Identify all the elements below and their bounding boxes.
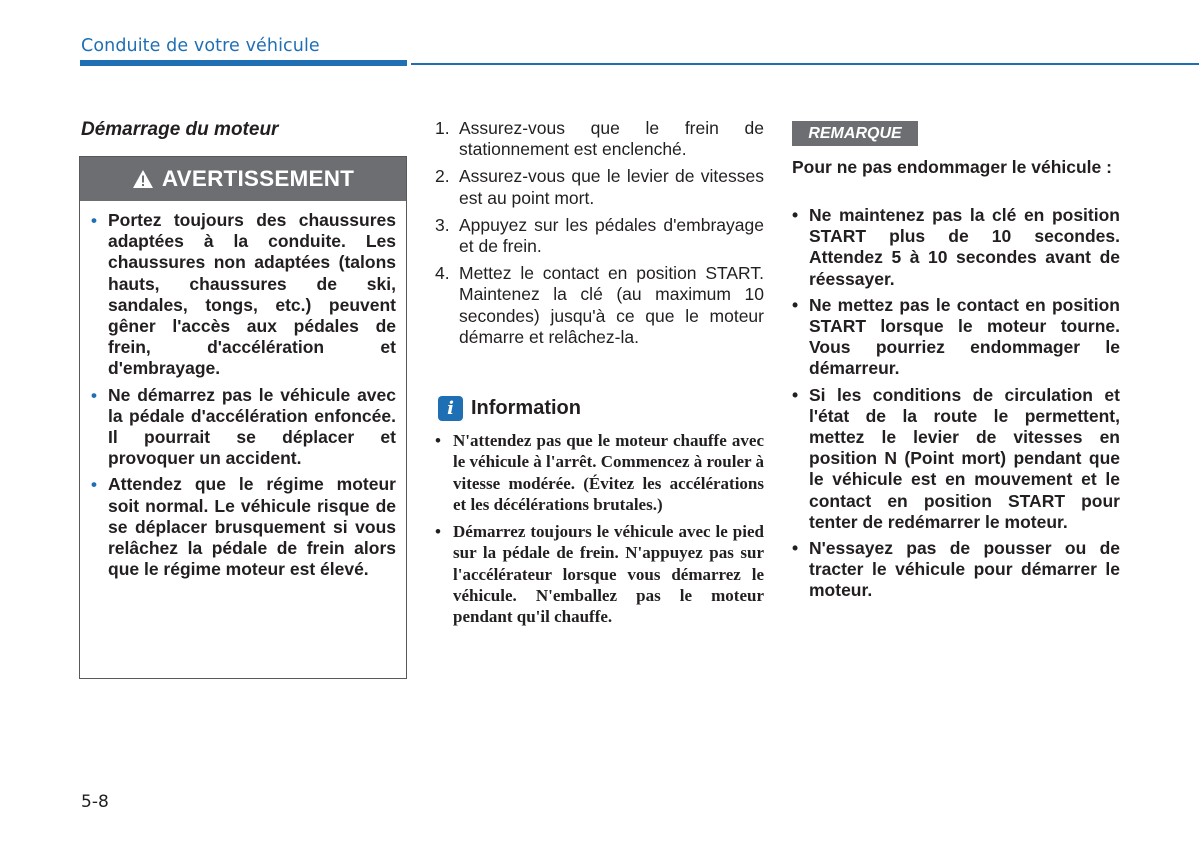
information-item-text: Démarrez toujours le véhicule avec le pied sur la pédale de frein. N'appuyez pas sur l'accélérateur lorsque vous démarrez le véhicule. N'emballez pas le moteur pendant qu'il chauffe. <box>453 522 764 627</box>
step-text: Appuyez sur les pédales d'embrayage et de frein. <box>459 214 764 257</box>
warning-header <box>80 157 406 201</box>
warning-item-text: Attendez que le régime moteur soit normal. Le véhicule risque de se déplacer brusquement si vous relâchez la pédale de frein alors que le régime moteur est élevé. <box>108 474 396 580</box>
list-item <box>435 521 764 627</box>
bullet: • <box>792 294 799 315</box>
step-text: Mettez le contact en position START. Maintenez la clé (au maximum 10 secondes) jusqu'à ce que le moteur démarre et relâchez-la. <box>459 263 764 347</box>
bullet: • <box>435 522 441 542</box>
info-icon: i <box>438 396 463 421</box>
information-list <box>435 430 764 634</box>
step-item <box>435 118 764 160</box>
running-title: Conduite de votre véhicule <box>81 36 320 56</box>
warning-item-text: Portez toujours des chaussures adaptées à la conduite. Les chaussures non adaptées (talons hauts, chaussures de ski, sandales, tongs, etc.) peuvent gêner l'accès aux pédales de frein, d'accélération et d'embrayage. <box>108 210 396 379</box>
bullet: • <box>435 431 441 450</box>
list-item <box>91 385 396 470</box>
header-rule-thick <box>80 60 407 66</box>
remarque-intro: Pour ne pas endommager le véhicule : <box>792 157 1112 177</box>
list-item <box>792 385 1120 533</box>
remarque-item-text: Si les conditions de circulation et l'état de la route le permettent, mettez le levier de vitesses en position N (Point mort) pendant que le véhicule est en mouvement et le contact en position START pour tenter de redémarrer le moteur. <box>809 384 1120 532</box>
list-item <box>91 474 396 580</box>
list-item <box>792 295 1120 380</box>
bullet: • <box>792 538 799 559</box>
step-item <box>435 263 764 348</box>
step-number: 1. <box>435 118 450 138</box>
bullet: • <box>91 475 97 495</box>
step-number: 3. <box>435 214 450 235</box>
step-number: 2. <box>435 166 450 187</box>
list-item <box>792 538 1120 602</box>
page-number: 5-8 <box>81 792 109 812</box>
remarque-item-text: Ne maintenez pas la clé en position START plus de 10 secondes. Attendez 5 à 10 secondes avant de réessayer. <box>809 205 1120 289</box>
warning-list <box>80 201 406 580</box>
bullet: • <box>91 385 97 405</box>
warning-triangle-icon <box>132 169 154 189</box>
step-number: 4. <box>435 263 450 284</box>
step-text: Assurez-vous que le levier de vitesses est au point mort. <box>459 166 764 208</box>
list-item <box>91 210 396 380</box>
warning-box <box>79 156 407 679</box>
information-header <box>438 396 581 421</box>
step-item <box>435 166 764 208</box>
remarque-list <box>792 205 1120 607</box>
bullet: • <box>792 384 799 405</box>
information-title: Information <box>471 397 581 419</box>
information-item-text: N'attendez pas que le moteur chauffe avec le véhicule à l'arrêt. Commencez à rouler à vitesse modérée. (Évitez les accélérations et les décélérations brutales.) <box>453 431 764 514</box>
warning-item-text: Ne démarrez pas le véhicule avec la pédale d'accélération enfoncée. Il pourrait se déplacer et provoquer un accident. <box>108 384 396 469</box>
start-steps-list <box>435 118 764 354</box>
remarque-badge: REMARQUE <box>792 121 918 146</box>
list-item <box>792 205 1120 290</box>
list-item <box>435 430 764 515</box>
step-text: Assurez-vous que le frein de stationnement est enclenché. <box>459 118 764 160</box>
header-rule-thin <box>411 63 1199 65</box>
bullet: • <box>91 211 97 230</box>
section-title: Démarrage du moteur <box>81 119 279 140</box>
bullet: • <box>792 205 799 225</box>
warning-title: AVERTISSEMENT <box>161 166 355 191</box>
step-item <box>435 215 764 257</box>
remarque-item-text: Ne mettez pas le contact en position START lorsque le moteur tourne. Vous pourriez endommager le démarreur. <box>809 294 1120 379</box>
remarque-item-text: N'essayez pas de pousser ou de tracter le véhicule pour démarrer le moteur. <box>809 538 1120 601</box>
